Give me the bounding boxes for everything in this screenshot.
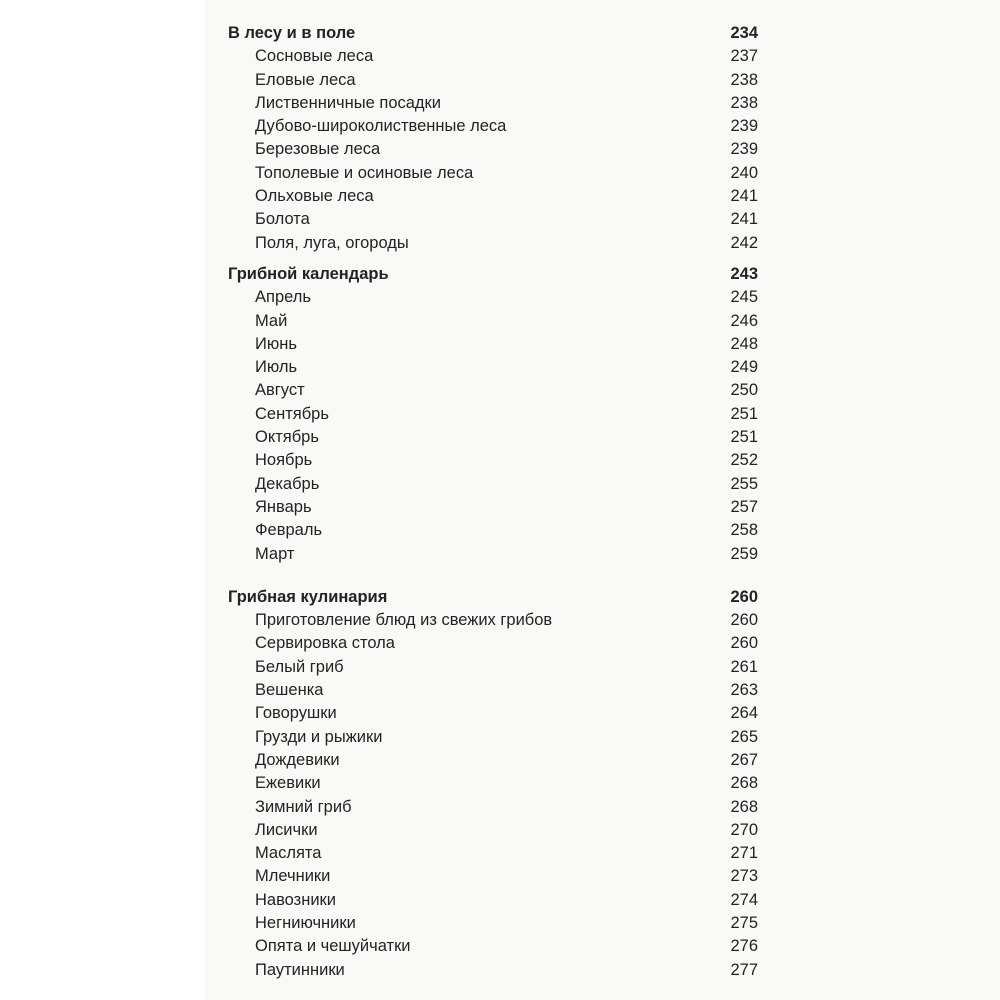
entry-page-number: 271 — [730, 844, 758, 863]
toc-entry — [228, 959, 758, 982]
toc-entry — [228, 115, 758, 138]
entry-label: Сервировка стола — [255, 634, 395, 653]
entry-label: Вешенка — [255, 681, 324, 700]
toc-entry — [228, 45, 758, 68]
toc-entry — [228, 912, 758, 935]
entry-label: Июнь — [255, 334, 297, 353]
entry-label: Лисички — [255, 820, 318, 839]
entry-page-number: 242 — [730, 233, 758, 252]
entry-label: Зимний гриб — [255, 797, 352, 816]
entry-label: Млечники — [255, 867, 331, 886]
entry-page-number: 255 — [730, 474, 758, 493]
entry-page-number: 276 — [730, 937, 758, 956]
section-title: В лесу и в поле — [228, 24, 356, 42]
entry-label: Январь — [255, 497, 312, 516]
entry-page-number: 268 — [730, 797, 758, 816]
toc-entry — [228, 702, 758, 725]
toc-entry — [228, 935, 758, 958]
toc-entry — [228, 819, 758, 842]
entry-page-number: 257 — [730, 497, 758, 516]
toc-section-forest-and-field — [228, 22, 758, 255]
section-page-number: 260 — [730, 587, 758, 606]
toc-entry — [228, 796, 758, 819]
section-heading — [228, 586, 758, 609]
toc-entry — [228, 865, 758, 888]
entry-page-number: 239 — [730, 140, 758, 159]
entry-label: Поля, луга, огороды — [255, 233, 409, 252]
entry-label: Еловые леса — [255, 70, 356, 89]
section-title: Грибной календарь — [228, 264, 389, 283]
section-page-number: 243 — [730, 264, 758, 283]
toc-entry — [228, 356, 758, 379]
toc-section-mushroom-cooking — [228, 586, 758, 982]
toc-entry — [228, 772, 758, 795]
toc-entry — [228, 543, 758, 566]
entry-label: Навозники — [255, 890, 336, 909]
section-heading — [228, 22, 758, 45]
entry-label: Приготовление блюд из свежих грибов — [255, 611, 553, 630]
entry-label: Ольховые леса — [255, 187, 374, 206]
entry-page-number: 237 — [730, 47, 758, 66]
toc-entry — [228, 379, 758, 402]
entry-label: Ежевики — [255, 774, 321, 793]
entry-label: Май — [255, 311, 288, 330]
entry-page-number: 270 — [730, 820, 758, 839]
entry-page-number: 265 — [730, 727, 758, 746]
entry-page-number: 273 — [730, 867, 758, 886]
entry-page-number: 259 — [730, 544, 758, 563]
entry-label: Опята и чешуйчатки — [255, 937, 411, 956]
entry-label: Август — [255, 381, 305, 400]
toc-entry — [228, 449, 758, 472]
entry-label: Грузди и рыжики — [255, 727, 383, 746]
entry-label: Март — [255, 544, 295, 563]
entry-label: Апрель — [255, 288, 311, 307]
entry-page-number: 260 — [730, 611, 758, 630]
toc-entry — [228, 162, 758, 185]
entry-label: Сентябрь — [255, 404, 329, 423]
toc-entry — [228, 473, 758, 496]
toc-entry — [228, 679, 758, 702]
entry-page-number: 239 — [730, 117, 758, 136]
entry-page-number: 274 — [730, 890, 758, 909]
entry-page-number: 250 — [730, 381, 758, 400]
section-page-number: 234 — [730, 24, 758, 42]
entry-page-number: 246 — [730, 311, 758, 330]
entry-page-number: 277 — [730, 960, 758, 979]
toc-section-mushroom-calendar — [228, 263, 758, 566]
entry-page-number: 260 — [730, 634, 758, 653]
toc-entry — [228, 185, 758, 208]
entry-page-number: 251 — [730, 404, 758, 423]
entry-page-number: 240 — [730, 163, 758, 182]
entry-label: Маслята — [255, 844, 322, 863]
entry-page-number: 251 — [730, 428, 758, 447]
toc-entry — [228, 749, 758, 772]
entry-label: Сосновые леса — [255, 47, 374, 66]
section-heading — [228, 263, 758, 286]
toc-entry — [228, 726, 758, 749]
entry-label: Негниючники — [255, 913, 356, 932]
toc-entry — [228, 632, 758, 655]
entry-label: Говорушки — [255, 704, 337, 723]
entry-label: Болота — [255, 210, 310, 229]
entry-label: Лиственничные посадки — [255, 93, 441, 112]
entry-page-number: 238 — [730, 70, 758, 89]
entry-label: Дубово-широколиственные леса — [255, 117, 507, 136]
entry-label: Дождевики — [255, 750, 340, 769]
entry-page-number: 264 — [730, 704, 758, 723]
entry-page-number: 249 — [730, 358, 758, 377]
toc-entry — [228, 519, 758, 542]
toc-entry — [228, 426, 758, 449]
entry-page-number: 267 — [730, 750, 758, 769]
entry-label: Февраль — [255, 521, 323, 540]
entry-page-number: 241 — [730, 187, 758, 206]
toc-entry — [228, 232, 758, 255]
toc-entry — [228, 609, 758, 632]
toc-entry — [228, 310, 758, 333]
entry-page-number: 252 — [730, 451, 758, 470]
toc-entry — [228, 138, 758, 161]
toc-entry — [228, 403, 758, 426]
entry-page-number: 258 — [730, 521, 758, 540]
entry-label: Березовые леса — [255, 140, 381, 159]
entry-page-number: 241 — [730, 210, 758, 229]
toc-entry — [228, 333, 758, 356]
entry-page-number: 238 — [730, 93, 758, 112]
entry-label: Белый гриб — [255, 657, 344, 676]
toc-entry — [228, 286, 758, 309]
toc-entry — [228, 208, 758, 231]
entry-label: Декабрь — [255, 474, 320, 493]
entry-page-number: 261 — [730, 657, 758, 676]
entry-label: Октябрь — [255, 428, 319, 447]
entry-page-number: 245 — [730, 288, 758, 307]
toc-entry — [228, 656, 758, 679]
entry-page-number: 275 — [730, 913, 758, 932]
entry-label: Паутинники — [255, 960, 345, 979]
entry-page-number: 248 — [730, 334, 758, 353]
toc-entry — [228, 889, 758, 912]
toc-entry — [228, 496, 758, 519]
table-of-contents — [228, 22, 758, 982]
entry-label: Тополевые и осиновые леса — [255, 163, 474, 182]
entry-page-number: 268 — [730, 774, 758, 793]
entry-label: Ноябрь — [255, 451, 313, 470]
entry-label: Июль — [255, 358, 298, 377]
section-title: Грибная кулинария — [228, 587, 388, 606]
toc-entry — [228, 842, 758, 865]
toc-entry — [228, 69, 758, 92]
entry-page-number: 263 — [730, 681, 758, 700]
toc-entry — [228, 92, 758, 115]
